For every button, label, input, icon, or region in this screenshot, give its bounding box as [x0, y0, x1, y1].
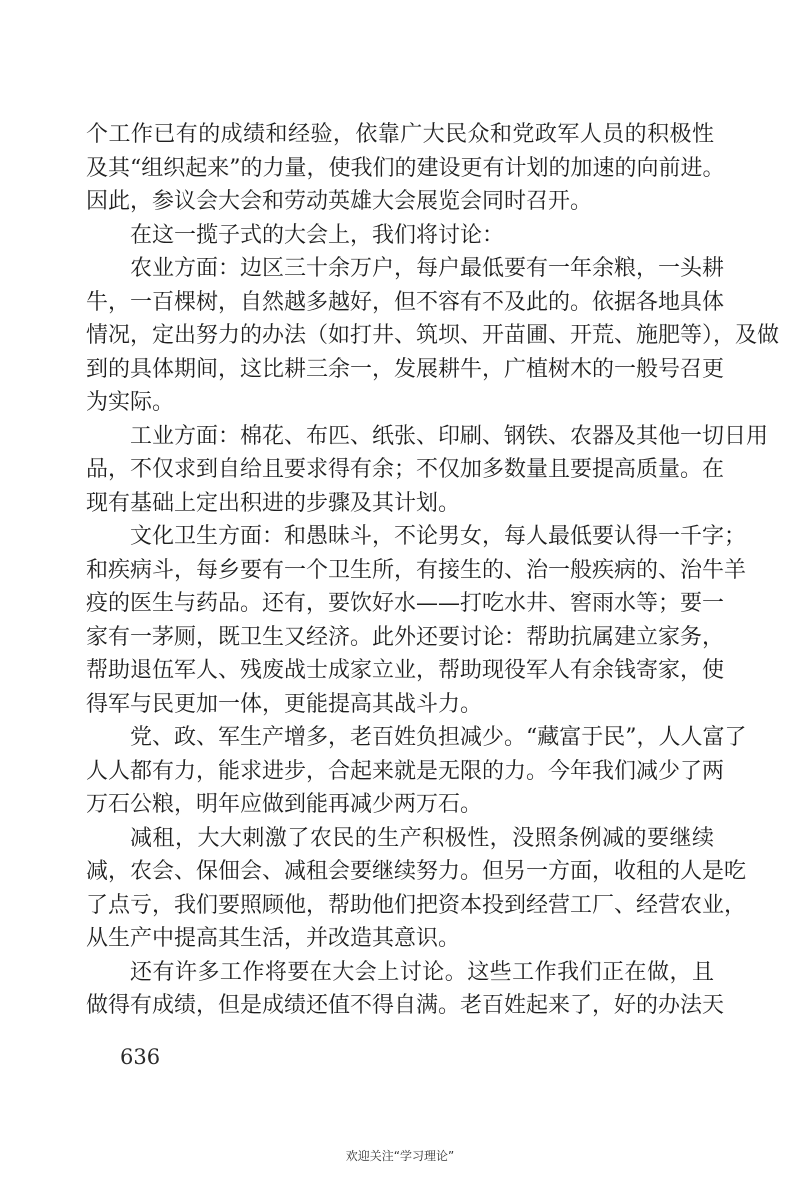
text-line: 万石公粮，明年应做到能再减少两万石。	[86, 792, 483, 817]
text-line: 在这一揽子式的大会上，我们将讨论：	[130, 222, 505, 248]
text-line: 情况，定出努力的办法（如打井、筑坝、开苗圃、开荒、施肥等），及做	[86, 323, 780, 348]
text-line: 了点亏，我们要照顾他，帮助他们把资本投到经营工厂、经营农业，	[86, 892, 747, 918]
text-line: 和疾病斗，每乡要有一个卫生所，有接生的、治一般疾病的、治牛羊	[86, 557, 747, 583]
text-line: 从生产中提高其生活，并改造其意识。	[86, 926, 461, 951]
text-line: 家有一茅厕，既卫生又经济。此外还要讨论：帮助抗属建立家务，	[86, 624, 725, 650]
text-line: 党、政、军生产增多，老百姓负担减少。“藏富于民”，人人富了	[130, 725, 747, 750]
text-line: 减，农会、保佃会、减租会要继续努力。但另一方面，收租的人是吃	[86, 859, 747, 884]
text-line: 人人都有力，能求进步，合起来就是无限的力。今年我们减少了两	[86, 758, 725, 784]
text-line: 牛，一百棵树，自然越多越好，但不容有不及此的。依据各地具体	[86, 289, 725, 315]
text-line: 疫的医生与药品。还有，要饮好水——打吃水井、窖雨水等；要一	[86, 591, 725, 616]
text-line: 做得有成绩，但是成绩还值不得自满。老百姓起来了，好的办法天	[86, 993, 725, 1018]
text-line: 减租，大大刺激了农民的生产积极性，没照条例减的要继续	[130, 825, 714, 851]
text-line: 现有基础上定出积进的步骤及其计划。	[86, 490, 461, 516]
text-line: 品，不仅求到自给且要求得有余；不仅加多数量且要提高质量。在	[86, 457, 725, 482]
text-line: 还有许多工作将要在大会上讨论。这些工作我们正在做，且	[130, 959, 714, 985]
text-line: 及其“组织起来”的力量，使我们的建设更有计划的加速的向前进。	[86, 155, 725, 181]
text-line: 得军与民更加一体，更能提高其战斗力。	[86, 691, 483, 717]
text-line: 为实际。	[86, 390, 175, 415]
text-line: 到的具体期间，这比耕三余一，发展耕牛，广植树木的一般号召更	[86, 356, 725, 382]
footer-note: 欢迎关注“学习理论”	[345, 1149, 455, 1163]
text-line: 农业方面：边区三十余万户，每户最低要有一年余粮，一头耕	[130, 256, 725, 281]
text-line: 个工作已有的成绩和经验，依靠广大民众和党政军人员的积极性	[86, 122, 714, 147]
text-line: 因此，参议会大会和劳动英雄大会展览会同时召开。	[86, 189, 593, 214]
page-number: 636	[120, 1045, 161, 1069]
text-line: 帮助退伍军人、残废战士成家立业，帮助现役军人有余钱寄家，使	[86, 658, 725, 683]
body-text	[86, 118, 780, 1023]
text-line: 文化卫生方面：和愚昧斗，不论男女，每人最低要认得一千字；	[130, 524, 747, 549]
text-line: 工业方面：棉花、布匹、纸张、印刷、钢铁、农器及其他一切日用	[130, 423, 769, 449]
